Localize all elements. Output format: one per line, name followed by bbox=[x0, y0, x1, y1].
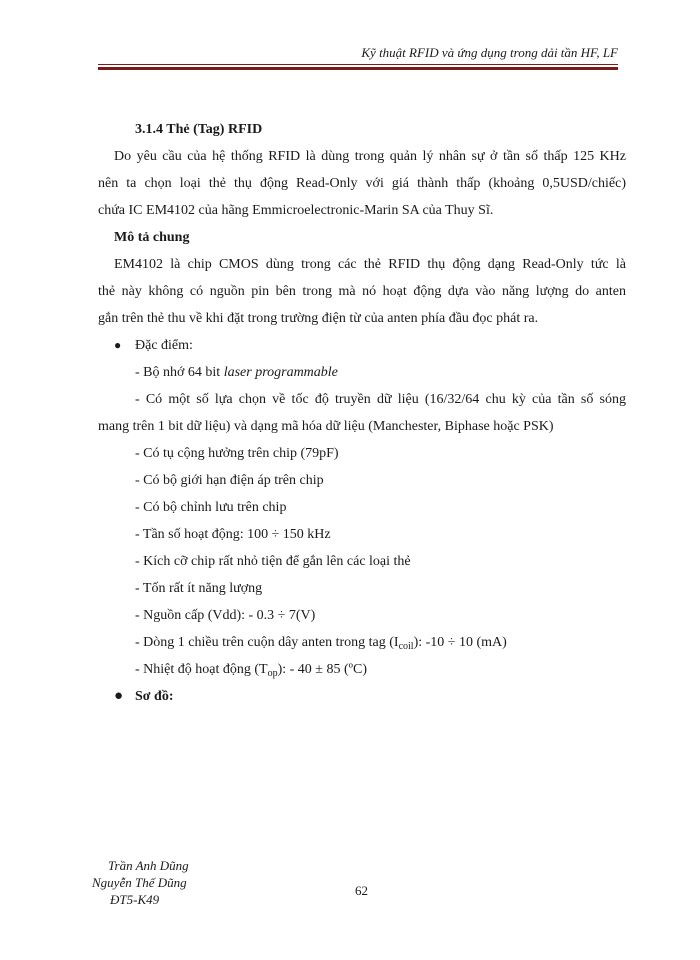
feature-limiter: - Có bộ giới hạn điện áp trên chip bbox=[135, 473, 324, 488]
section-heading: 3.1.4 Thẻ (Tag) RFID bbox=[135, 122, 263, 137]
feature-rate-line-1: - Có một số lựa chọn về tốc độ truyền dữ liệu (16/32/64 chu kỳ của tần số sóng bbox=[135, 392, 626, 407]
coil-subscript: coil bbox=[398, 641, 414, 652]
feature-memory-text: - Bộ nhớ 64 bit bbox=[135, 365, 224, 380]
features-label: Đặc điểm: bbox=[135, 338, 193, 353]
temp-prefix: - Nhiệt độ hoạt động (T bbox=[135, 662, 268, 677]
desc-line-1: EM4102 là chip CMOS dùng trong các thẻ RFID thụ động dạng Read-Only tức là bbox=[114, 257, 626, 272]
feature-power: - Tốn rất ít năng lượng bbox=[135, 581, 263, 596]
author-line-2: Nguyễn Thế Dũng bbox=[92, 875, 187, 890]
feature-rate-line-2: mang trên 1 bit dữ liệu) và dạng mã hóa dữ liệu (Manchester, Biphase hoặc PSK) bbox=[98, 419, 554, 434]
feature-capacitor: - Có tụ cộng hưởng trên chip (79pF) bbox=[135, 446, 339, 461]
bullet-diagram bbox=[98, 683, 626, 710]
header-rule-thick bbox=[98, 67, 618, 70]
footer-authors bbox=[92, 857, 189, 908]
intro-line-3: chứa IC EM4102 của hãng Emmicroelectronic-Marin SA của Thuy Sĩ. bbox=[98, 203, 494, 218]
diagram-label: Sơ đồ: bbox=[135, 689, 174, 704]
feature-memory bbox=[98, 359, 626, 386]
temp-subscript: op bbox=[267, 668, 278, 679]
bullet-icon: ● bbox=[114, 338, 122, 352]
page-body bbox=[98, 116, 626, 710]
feature-frequency: - Tần số hoạt động: 100 ÷ 150 kHz bbox=[135, 527, 331, 542]
page-number: 62 bbox=[355, 883, 368, 898]
feature-size: - Kích cỡ chip rất nhỏ tiện để gắn lên các loại thẻ bbox=[135, 554, 411, 569]
feature-memory-italic: laser programmable bbox=[223, 365, 338, 380]
bullet-icon: ● bbox=[114, 688, 124, 704]
feature-coil-current bbox=[98, 629, 626, 656]
coil-suffix: ): -10 ÷ 10 (mA) bbox=[413, 635, 507, 650]
desc-line-2: thẻ này không có nguồn pin bên trong mà nó hoạt động dựa vào năng lượng do anten bbox=[98, 284, 626, 299]
bullet-features bbox=[98, 332, 626, 359]
running-header-title: Kỹ thuật RFID và ứng dụng trong dải tần HF, LF bbox=[361, 45, 618, 60]
header-rule-thin bbox=[98, 64, 618, 65]
feature-rectifier: - Có bộ chỉnh lưu trên chip bbox=[135, 500, 287, 515]
feature-temperature bbox=[98, 656, 626, 683]
intro-line-2: nên ta chọn loại thẻ thụ động Read-Only với giá thành thấp (khoảng 0,5USD/chiếc) bbox=[98, 176, 626, 191]
feature-supply: - Nguồn cấp (Vdd): - 0.3 ÷ 7(V) bbox=[135, 608, 316, 623]
temp-suffix: ): - 40 ± 85 (ºC) bbox=[277, 662, 367, 677]
desc-line-3: gắn trên thẻ thu về khi đặt trong trường điện từ của anten phía đầu đọc phát ra. bbox=[98, 311, 539, 326]
author-line-3: ĐT5-K49 bbox=[110, 892, 160, 907]
intro-line-1: Do yêu cầu của hệ thống RFID là dùng trong quản lý nhân sự ở tần số thấp 125 KHz bbox=[114, 149, 626, 164]
coil-prefix: - Dòng 1 chiều trên cuộn dây anten trong tag (I bbox=[135, 635, 399, 650]
author-line-1: Trần Anh Dũng bbox=[108, 858, 189, 873]
subheading-general: Mô tả chung bbox=[114, 230, 190, 245]
